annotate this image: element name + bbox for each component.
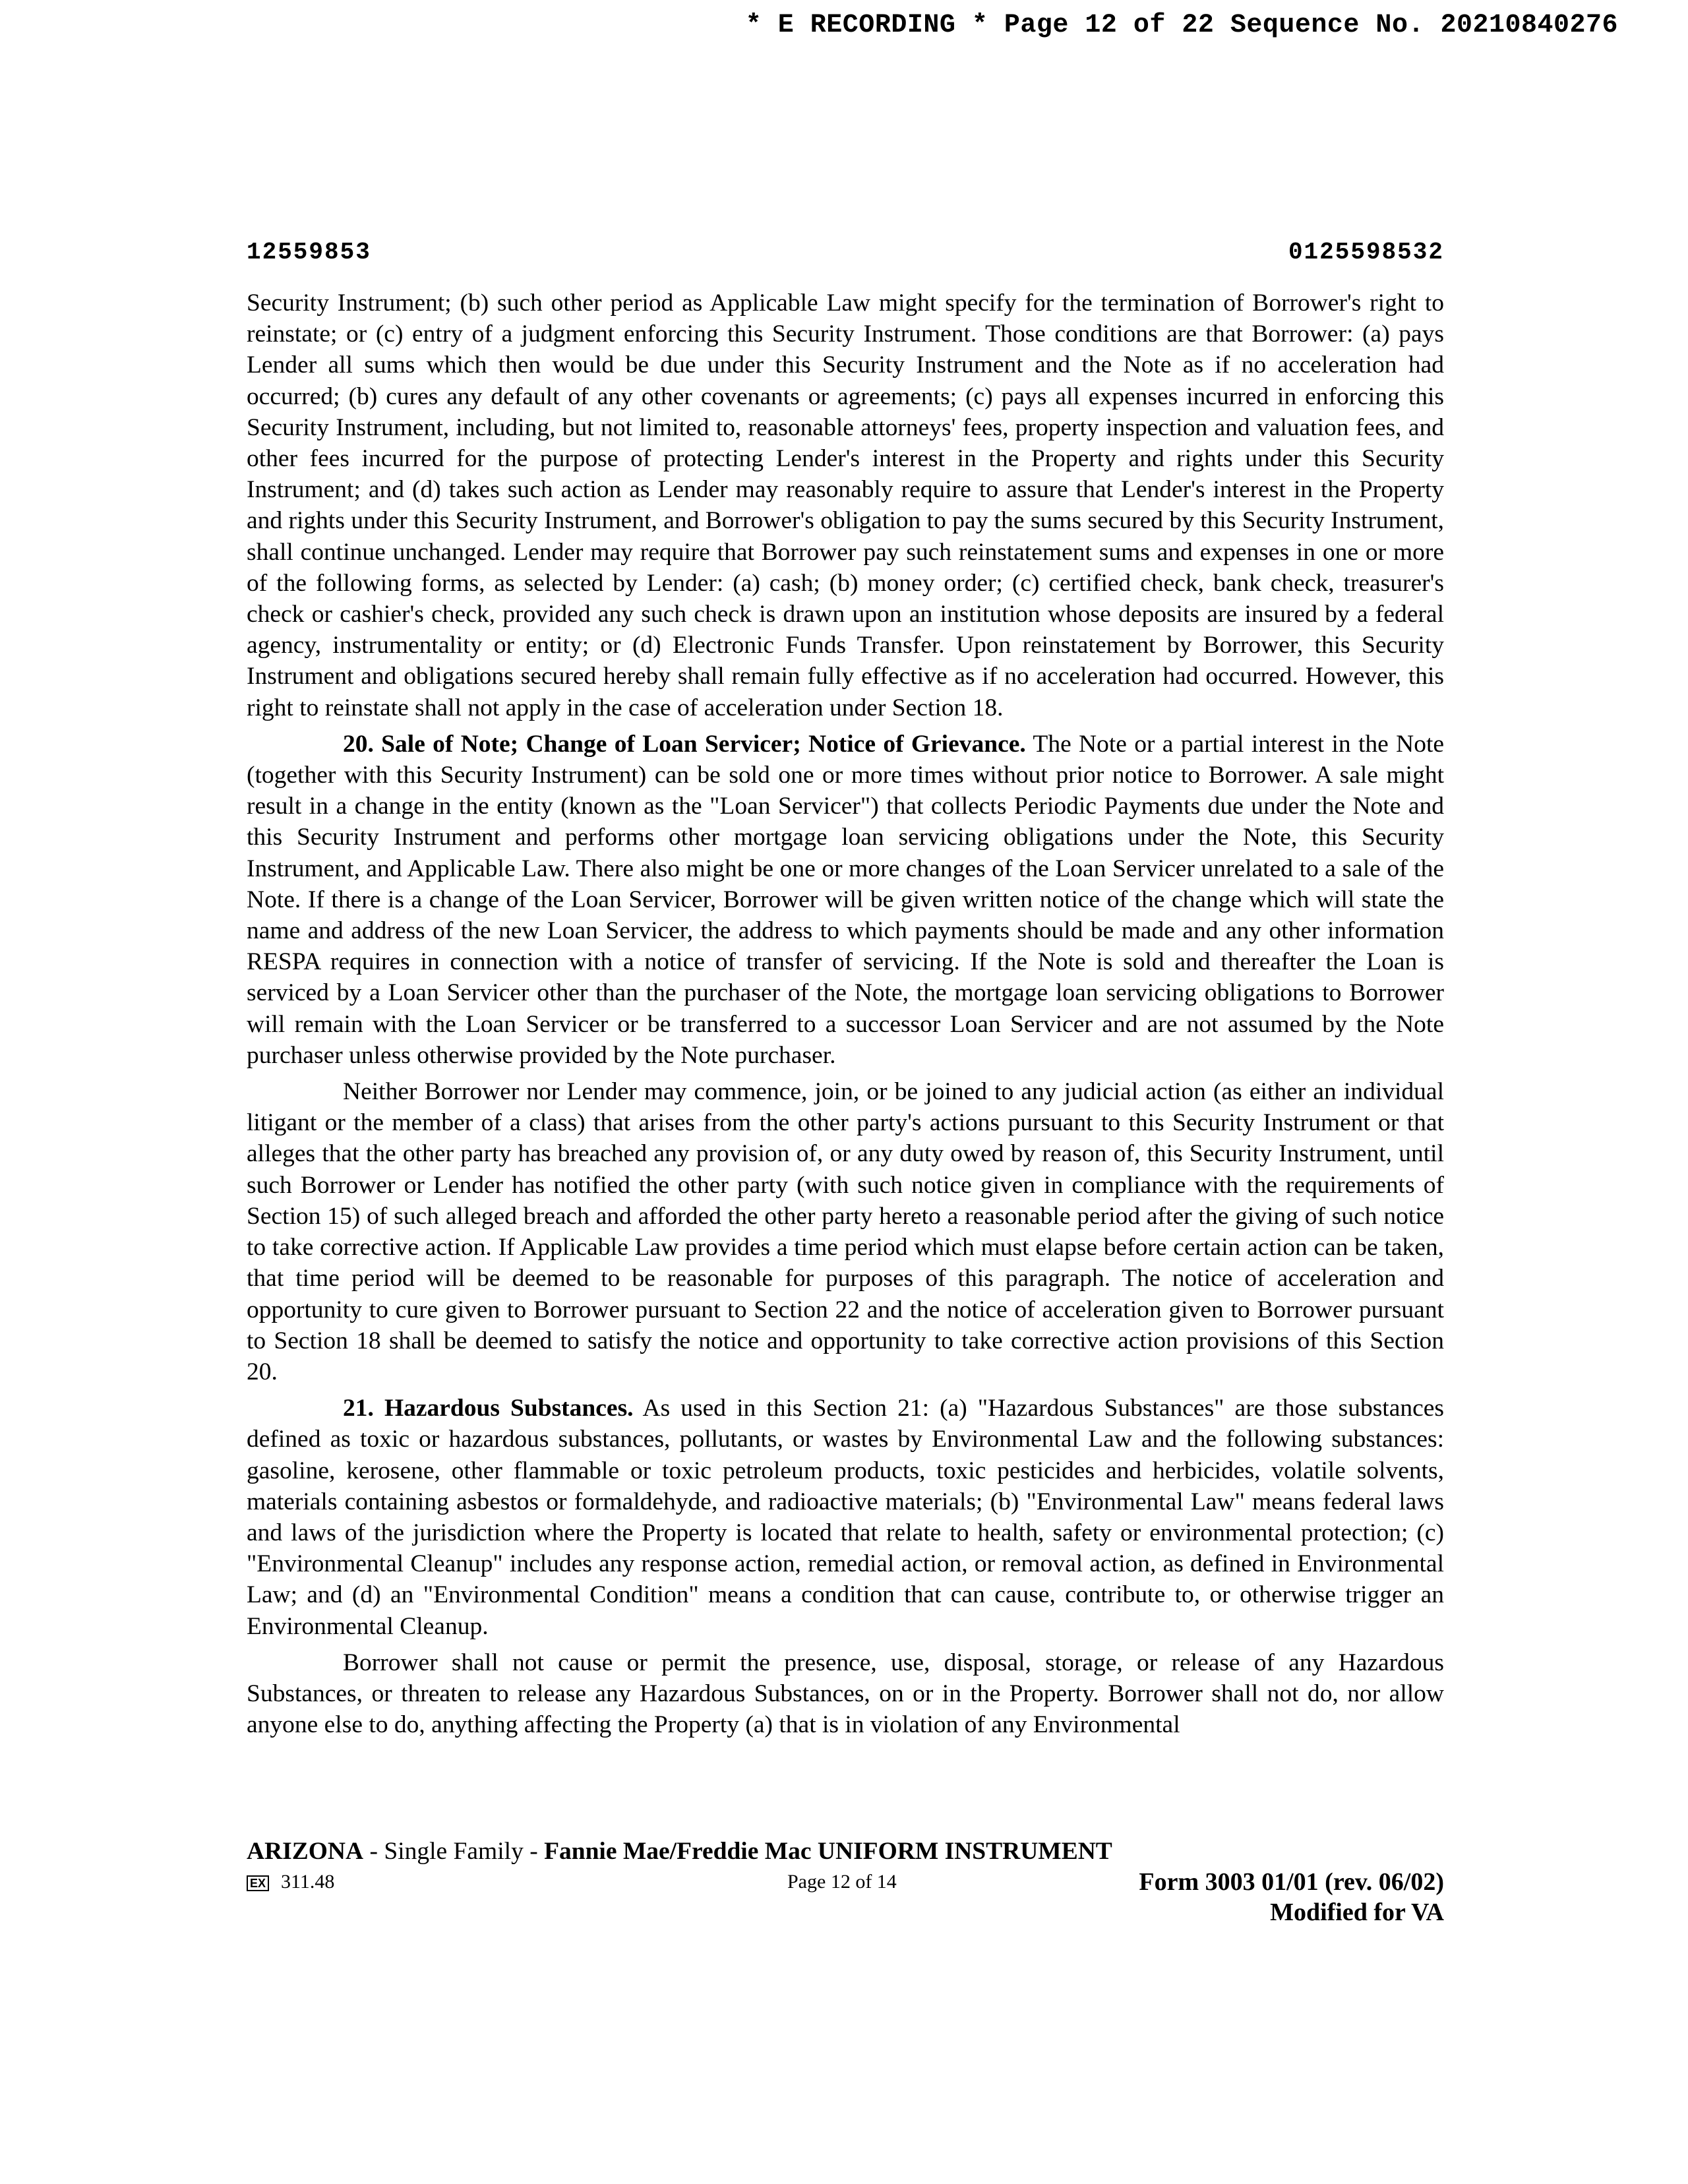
loan-number-left: 12559853	[247, 239, 371, 266]
footer-form-id	[1139, 1867, 1444, 1927]
paragraph-reinstatement-continued: Security Instrument; (b) such other period as Applicable Law might specify for the termination of Borrower's right to reinstate; or (c) entry of a judgment enforcing this Security Instrument. Those conditions are that Borrower: (a) pays Lender all sums which then would be due under this Security Instrument and the Note as if no acceleration had occurred; (b) cures any default of any other covenants or agreements; (c) pays all expenses incurred in enforcing this Security Instrument, including, but not limited to, reasonable attorneys' fees, property inspection and valuation fees, and other fees incurred for the purpose of protecting Lender's interest in the Property and rights under this Security Instrument; and (d) takes such action as Lender may reasonably require to assure that Lender's interest in the Property and rights under this Security Instrument, and Borrower's obligation to pay the sums secured by this Security Instrument, shall continue unchanged. Lender may require that Borrower pay such reinstatement sums and expenses in one or more of the following forms, as selected by Lender: (a) cash; (b) money order; (c) certified check, bank check, treasurer's check or cashier's check, provided any such check is drawn upon an institution whose deposits are insured by a federal agency, instrumentality or entity; or (d) Electronic Funds Transfer. Upon reinstatement by Borrower, this Security Instrument and obligations secured hereby shall remain fully effective as if no acceleration had occurred. However, this right to reinstate shall not apply in the case of acceleration under Section 18.	[247, 289, 1444, 721]
form-footer	[247, 1836, 1444, 1926]
footer-instrument-line	[247, 1836, 1444, 1867]
footer-page-count: Page 12 of 14	[787, 1871, 897, 1893]
section-21-heading: 21. Hazardous Substances.	[343, 1395, 634, 1422]
footer-code-line	[247, 1867, 1444, 1926]
loan-number-row	[247, 239, 1444, 266]
footer-instrument-title: Fannie Mae/Freddie Mac UNIFORM INSTRUMENT	[544, 1838, 1112, 1865]
document-body	[247, 288, 1444, 1740]
section-21-second-paragraph: Borrower shall not cause or permit the presence, use, disposal, storage, or release of any Hazardous Substances, or threaten to release any Hazardous Substances, on or in the Property. Borrower shall not do, nor allow anyone else to do, anything affecting the Property (a) that is in violation of any Environmental	[247, 1649, 1444, 1739]
recording-header: * E RECORDING * Page 12 of 22 Sequence No. 20210840276	[745, 11, 1618, 40]
ex-logo-icon: EX	[247, 1875, 269, 1891]
section-20-paragraph	[247, 729, 1444, 1071]
section-21-paragraph	[247, 1393, 1444, 1642]
footer-doc-code: 311.48	[281, 1871, 335, 1893]
footer-family-type: - Single Family -	[363, 1838, 545, 1865]
section-21-text: As used in this Section 21: (a) "Hazardous Substances" are those substances defined as toxic or hazardous substances, pollutants, or wastes by Environmental Law and the following substances: gasoline, kerosene, other flammable or toxic petroleum products, toxic pesticides and herbicides, volatile solvents, materials containing asbestos or formaldehyde, and radioactive materials; (b) "Environmental Law" means federal laws and laws of the jurisdiction where the Property is located that relate to health, safety or environmental protection; (c) "Environmental Cleanup" includes any response action, remedial action, or removal action, as defined in Environmental Law; and (d) an "Environmental Condition" means a condition that can cause, contribute to, or otherwise trigger an Environmental Cleanup.	[247, 1395, 1444, 1640]
section-20-second-paragraph: Neither Borrower nor Lender may commence, join, or be joined to any judicial action (as either an individual litigant or the member of a class) that arises from the other party's actions pursuant to this Security Instrument or that alleges that the other party has breached any provision of, or any duty owed by reason of, this Security Instrument, until such Borrower or Lender has notified the other party (with such notice given in compliance with the requirements of Section 15) of such alleged breach and afforded the other party hereto a reasonable period after the giving of such notice to take corrective action. If Applicable Law provides a time period which must elapse before certain action can be taken, that time period will be deemed to be reasonable for purposes of this paragraph. The notice of acceleration and opportunity to cure given to Borrower pursuant to Section 22 and the notice of acceleration given to Borrower pursuant to Section 18 shall be deemed to satisfy the notice and opportunity to take corrective action provisions of this Section 20.	[247, 1078, 1444, 1385]
loan-number-right: 0125598532	[1288, 239, 1444, 266]
footer-state: ARIZONA	[247, 1838, 364, 1865]
section-20-heading: 20. Sale of Note; Change of Loan Servicer; Notice of Grievance.	[343, 730, 1026, 758]
footer-modified-note: Modified for VA	[1270, 1898, 1444, 1926]
footer-form-number: Form 3003 01/01 (rev. 06/02)	[1139, 1868, 1444, 1896]
section-20-text: The Note or a partial interest in the Note (together with this Security Instrument) can be sold one or more times without prior notice to Borrower. A sale might result in a change in the entity (known as the "Loan Servicer") that collects Periodic Payments due under the Note and this Security Instrument and performs other mortgage loan servicing obligations under the Note, this Security Instrument, and Applicable Law. There also might be one or more changes of the Loan Servicer unrelated to a sale of the Note. If there is a change of the Loan Servicer, Borrower will be given written notice of the change which will state the name and address of the new Loan Servicer, the address to which payments should be made and any other information RESPA requires in connection with a notice of transfer of servicing. If the Note is sold and thereafter the Loan is serviced by a Loan Servicer other than the purchaser of the Note, the mortgage loan servicing obligations to Borrower will remain with the Loan Servicer or be transferred to a successor Loan Servicer and are not assumed by the Note purchaser unless otherwise provided by the Note purchaser.	[247, 730, 1445, 1069]
